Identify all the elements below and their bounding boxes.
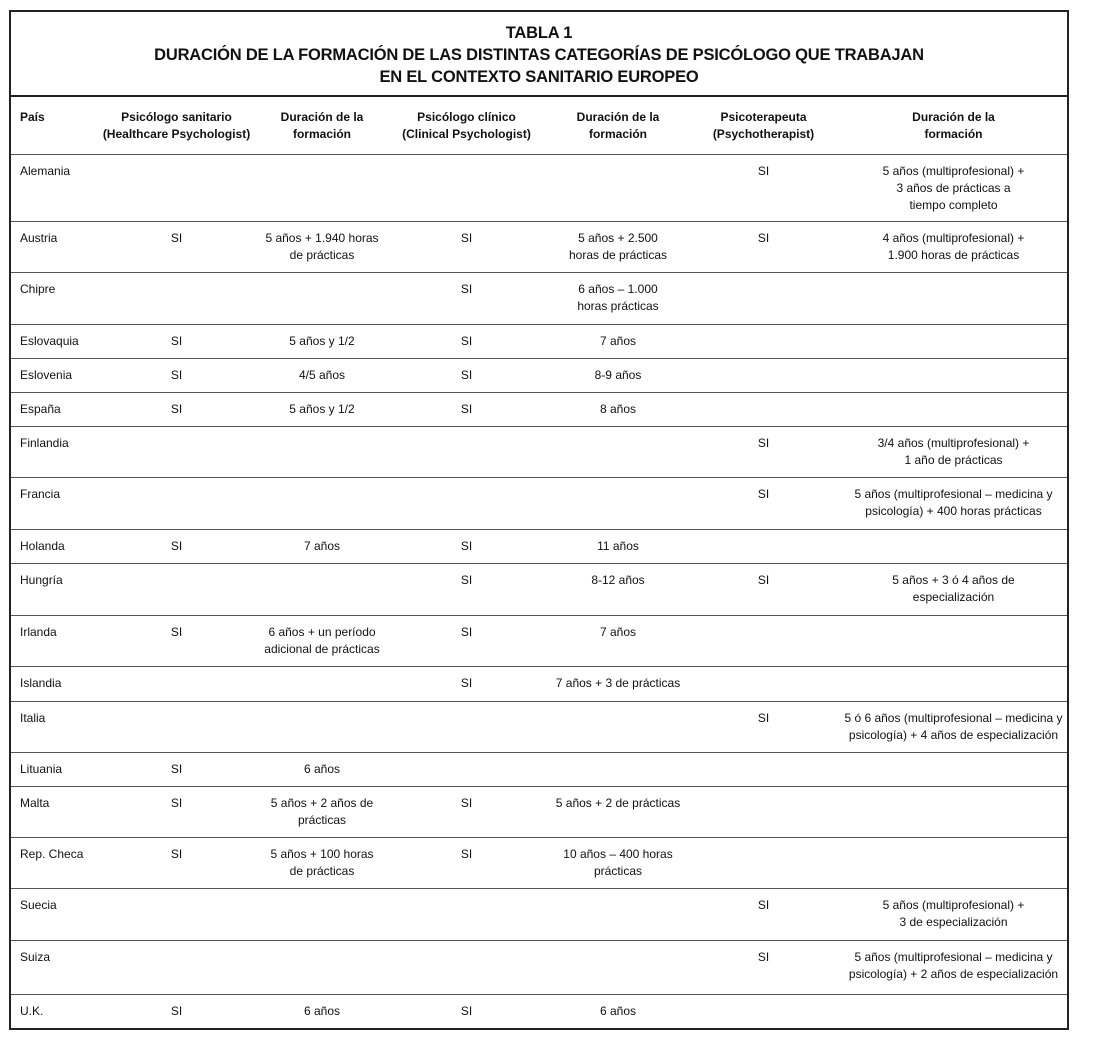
table-number: TABLA 1 [505,24,573,42]
cell-clinical-psychologist [384,272,549,324]
cell-text-line: SI [170,624,183,639]
cell-text-line: SI [170,538,183,553]
cell-text-line: SI [460,572,473,587]
header-text-line: formación [588,127,647,141]
cell-text-line: Austria [20,230,58,245]
cell-text-line: SI [460,333,473,348]
cell-text-line: Holanda [20,538,65,553]
cell-healthcare-psychologist [93,994,260,1024]
cell-healthcare-duration [260,154,384,221]
cell-text-line: SI [460,1003,473,1018]
cell-text-line: 5 años (multiprofesional – medicina y [854,949,1053,964]
table-row [11,392,1067,426]
header-text-line: (Psychotherapist) [712,127,815,141]
cell-country [11,666,93,701]
cell-text-line: SI [170,846,183,861]
cell-country [11,615,93,666]
cell-clinical-duration [549,940,687,994]
table-row [11,477,1067,529]
cell-text-line: Eslovaquia [20,333,79,348]
table-row [11,324,1067,358]
header-psychotherapist [687,97,840,154]
header-text-line: País [20,110,45,124]
cell-text-line: SI [170,761,183,776]
cell-text-line: 4 años (multiprofesional) + [882,230,1025,245]
cell-text-line: U.K. [20,1003,44,1018]
cell-text-line: 5 años (multiprofesional) + [882,897,1025,912]
cell-healthcare-psychologist [93,529,260,563]
cell-healthcare-duration [260,837,384,888]
cell-healthcare-duration [260,529,384,563]
cell-text-line: 5 años + 2 años de [270,795,374,810]
cell-healthcare-duration [260,888,384,940]
cell-text-line: 5 años + 100 horas [270,846,374,861]
cell-clinical-psychologist [384,477,549,529]
cell-clinical-duration [549,837,687,888]
cell-healthcare-duration [260,563,384,615]
header-text-line: (Clinical Psychologist) [402,127,531,141]
table-caption-line-1: DURACIÓN DE LA FORMACIÓN DE LAS DISTINTAS CATEGORÍAS DE PSICÓLOGO QUE TRABAJAN [154,46,924,64]
header-text-line: Psicólogo clínico [417,110,516,124]
cell-psychotherapist-duration [840,272,1067,324]
header-healthcare-duration [260,97,384,154]
cell-psychotherapist-duration [840,752,1067,786]
table-row [11,221,1067,272]
cell-clinical-duration [549,154,687,221]
cell-text-line: psicología) + 2 años de especialización [848,966,1059,981]
cell-clinical-duration [549,563,687,615]
cell-healthcare-psychologist [93,426,260,477]
cell-psychotherapist [687,666,840,701]
cell-text-line: 8-12 años [591,572,645,587]
cell-psychotherapist [687,837,840,888]
cell-psychotherapist-duration [840,477,1067,529]
cell-text-line: 1 año de prácticas [904,452,1003,467]
cell-text-line: España [20,401,61,416]
cell-healthcare-psychologist [93,272,260,324]
cell-text-line: SI [757,897,770,912]
cell-psychotherapist-duration [840,563,1067,615]
cell-text-line: 7 años + 3 de prácticas [555,675,681,690]
cell-healthcare-psychologist [93,940,260,994]
cell-text-line: Italia [20,710,46,725]
cell-country [11,221,93,272]
cell-psychotherapist [687,615,840,666]
cell-text-line: 6 años [303,761,341,776]
cell-clinical-psychologist [384,221,549,272]
cell-clinical-psychologist [384,563,549,615]
cell-healthcare-duration [260,940,384,994]
cell-text-line: 3/4 años (multiprofesional) + [877,435,1030,450]
cell-text-line: SI [757,949,770,964]
cell-text-line: 3 años de prácticas a [896,180,1011,195]
cell-psychotherapist [687,324,840,358]
cell-psychotherapist [687,358,840,392]
cell-clinical-psychologist [384,392,549,426]
cell-text-line: 5 años y 1/2 [289,401,355,416]
cell-text-line: SI [170,333,183,348]
cell-text-line: SI [170,230,183,245]
cell-text-line: SI [460,675,473,690]
cell-clinical-duration [549,324,687,358]
cell-country [11,563,93,615]
cell-text-line: Malta [20,795,50,810]
cell-healthcare-duration [260,221,384,272]
cell-clinical-psychologist [384,752,549,786]
cell-healthcare-duration [260,701,384,752]
cell-text-line: psicología) + 4 años de especialización [848,727,1059,742]
cell-text-line: SI [170,401,183,416]
cell-clinical-psychologist [384,786,549,837]
cell-psychotherapist [687,701,840,752]
cell-country [11,358,93,392]
cell-text-line: 6 años [599,1003,637,1018]
cell-text-line: 1.900 horas de prácticas [887,247,1020,262]
cell-text-line: SI [757,572,770,587]
cell-text-line: SI [170,795,183,810]
cell-text-line: SI [460,401,473,416]
cell-text-line: 5 ó 6 años (multiprofesional – medicina y [844,710,1063,725]
cell-text-line: SI [460,795,473,810]
cell-clinical-psychologist [384,701,549,752]
cell-text-line: Lituania [20,761,63,776]
table-row [11,786,1067,837]
cell-psychotherapist [687,221,840,272]
cell-clinical-duration [549,666,687,701]
header-text-line: Psicólogo sanitario [121,110,232,124]
cell-healthcare-duration [260,324,384,358]
cell-clinical-duration [549,392,687,426]
cell-psychotherapist-duration [840,221,1067,272]
cell-psychotherapist-duration [840,666,1067,701]
cell-text-line: 8 años [599,401,637,416]
cell-healthcare-duration [260,358,384,392]
cell-healthcare-psychologist [93,221,260,272]
cell-country [11,888,93,940]
cell-text-line: de prácticas [289,863,355,878]
cell-healthcare-psychologist [93,837,260,888]
cell-healthcare-duration [260,272,384,324]
cell-clinical-psychologist [384,994,549,1024]
cell-psychotherapist [687,563,840,615]
cell-text-line: 5 años (multiprofesional – medicina y [854,486,1053,501]
cell-text-line: Alemania [20,163,71,178]
cell-clinical-duration [549,888,687,940]
header-clinical-duration [549,97,687,154]
cell-text-line: 5 años + 2 de prácticas [555,795,681,810]
cell-text-line: SI [460,624,473,639]
header-text-line: Duración de la [912,110,995,124]
header-text-line: formación [292,127,351,141]
cell-text-line: SI [460,367,473,382]
cell-healthcare-duration [260,752,384,786]
cell-text-line: SI [170,1003,183,1018]
cell-country [11,752,93,786]
cell-text-line: prácticas [297,812,347,827]
cell-healthcare-psychologist [93,888,260,940]
cell-text-line: psicología) + 400 horas prácticas [865,503,1042,518]
cell-country [11,477,93,529]
cell-clinical-psychologist [384,940,549,994]
cell-clinical-duration [549,358,687,392]
cell-psychotherapist [687,154,840,221]
cell-psychotherapist-duration [840,529,1067,563]
header-clinical-psychologist [384,97,549,154]
table-row [11,529,1067,563]
cell-text-line: 5 años y 1/2 [289,333,355,348]
cell-text-line: 5 años + 3 ó 4 años de [892,572,1015,587]
cell-clinical-duration [549,426,687,477]
data-table [11,97,1067,1024]
cell-clinical-psychologist [384,426,549,477]
cell-text-line: SI [757,163,770,178]
cell-clinical-duration [549,786,687,837]
cell-clinical-duration [549,221,687,272]
cell-psychotherapist-duration [840,888,1067,940]
table-row [11,940,1067,994]
header-text-line: Duración de la [576,110,660,124]
cell-text-line: adicional de prácticas [264,641,380,656]
table-row [11,563,1067,615]
cell-text-line: 5 años (multiprofesional) + [882,163,1025,178]
cell-clinical-psychologist [384,358,549,392]
cell-clinical-psychologist [384,888,549,940]
header-healthcare-psychologist [93,97,260,154]
cell-healthcare-duration [260,666,384,701]
cell-healthcare-psychologist [93,752,260,786]
cell-text-line: prácticas [593,863,643,878]
cell-text-line: 5 años + 1.940 horas [265,230,379,245]
cell-text-line: 11 años [597,538,639,553]
header-text-line: Duración de la [280,110,364,124]
cell-text-line: SI [460,538,473,553]
cell-psychotherapist-duration [840,426,1067,477]
cell-psychotherapist-duration [840,392,1067,426]
cell-text-line: 3 de especialización [899,914,1008,929]
cell-clinical-psychologist [384,324,549,358]
table-caption-line-2: EN EL CONTEXTO SANITARIO EUROPEO [379,68,699,86]
cell-healthcare-psychologist [93,154,260,221]
cell-healthcare-duration [260,994,384,1024]
cell-healthcare-psychologist [93,324,260,358]
cell-psychotherapist [687,272,840,324]
cell-text-line: de prácticas [289,247,355,262]
table-row [11,426,1067,477]
cell-clinical-duration [549,529,687,563]
table-row [11,888,1067,940]
cell-healthcare-duration [260,426,384,477]
cell-healthcare-psychologist [93,786,260,837]
cell-healthcare-psychologist [93,563,260,615]
cell-clinical-psychologist [384,615,549,666]
cell-psychotherapist [687,392,840,426]
cell-text-line: SI [757,230,770,245]
cell-psychotherapist [687,529,840,563]
cell-text-line: SI [757,710,770,725]
cell-text-line: especialización [912,589,995,604]
cell-psychotherapist [687,477,840,529]
cell-psychotherapist-duration [840,615,1067,666]
cell-clinical-psychologist [384,666,549,701]
cell-text-line: 6 años + un período [268,624,376,639]
table-frame [9,10,1069,1030]
cell-psychotherapist-duration [840,358,1067,392]
cell-text-line: SI [460,846,473,861]
cell-psychotherapist-duration [840,324,1067,358]
cell-text-line: 6 años – 1.000 [578,281,658,296]
table-row [11,358,1067,392]
cell-text-line: horas de prácticas [568,247,668,262]
cell-healthcare-psychologist [93,392,260,426]
cell-text-line: 7 años [599,624,637,639]
cell-psychotherapist [687,786,840,837]
cell-psychotherapist-duration [840,786,1067,837]
cell-text-line: 4/5 años [298,367,346,382]
cell-text-line: Francia [20,486,61,501]
cell-healthcare-duration [260,392,384,426]
header-text-line: formación [924,127,983,141]
cell-psychotherapist-duration [840,994,1067,1024]
cell-healthcare-psychologist [93,358,260,392]
table-row [11,154,1067,221]
cell-text-line: SI [460,230,473,245]
cell-healthcare-duration [260,615,384,666]
cell-clinical-duration [549,477,687,529]
cell-psychotherapist [687,994,840,1024]
cell-country [11,426,93,477]
cell-text-line: 6 años [303,1003,341,1018]
cell-text-line: SI [757,486,770,501]
cell-text-line: Islandia [20,675,62,690]
table-row [11,994,1067,1024]
cell-healthcare-psychologist [93,477,260,529]
cell-clinical-duration [549,701,687,752]
cell-country [11,786,93,837]
cell-healthcare-psychologist [93,615,260,666]
cell-text-line: Suiza [20,949,51,964]
cell-psychotherapist [687,426,840,477]
cell-clinical-duration [549,994,687,1024]
table-row [11,752,1067,786]
cell-country [11,940,93,994]
cell-text-line: 7 años [303,538,341,553]
cell-clinical-psychologist [384,529,549,563]
header-text-line: (Healthcare Psychologist) [102,127,251,141]
cell-text-line: 7 años [599,333,637,348]
cell-text-line: Hungría [20,572,63,587]
cell-text-line: Rep. Checa [20,846,84,861]
cell-country [11,154,93,221]
table-row [11,615,1067,666]
cell-healthcare-duration [260,477,384,529]
cell-healthcare-duration [260,786,384,837]
header-country [11,97,93,154]
cell-text-line: horas prácticas [577,298,659,313]
cell-country [11,324,93,358]
cell-healthcare-psychologist [93,666,260,701]
cell-country [11,392,93,426]
cell-text-line: Irlanda [20,624,57,639]
header-row [11,97,1067,154]
cell-country [11,529,93,563]
cell-text-line: tiempo completo [909,197,998,212]
cell-clinical-duration [549,615,687,666]
cell-country [11,837,93,888]
cell-clinical-psychologist [384,154,549,221]
cell-text-line: 10 años – 400 horas [563,846,673,861]
cell-text-line: SI [170,367,183,382]
cell-clinical-duration [549,752,687,786]
cell-text-line: Finlandia [20,435,69,450]
cell-text-line: Chipre [20,281,56,296]
cell-text-line: SI [757,435,770,450]
cell-psychotherapist-duration [840,154,1067,221]
cell-psychotherapist [687,940,840,994]
cell-clinical-duration [549,272,687,324]
table-title [11,12,1067,97]
cell-text-line: 5 años + 2.500 [578,230,658,245]
cell-psychotherapist-duration [840,837,1067,888]
cell-psychotherapist [687,888,840,940]
cell-text-line: SI [460,281,473,296]
cell-psychotherapist [687,752,840,786]
table-row [11,666,1067,701]
cell-psychotherapist-duration [840,940,1067,994]
cell-country [11,272,93,324]
table-row [11,272,1067,324]
cell-healthcare-psychologist [93,701,260,752]
cell-country [11,701,93,752]
cell-psychotherapist-duration [840,701,1067,752]
table-row [11,837,1067,888]
header-psychotherapist-duration [840,97,1067,154]
cell-country [11,994,93,1024]
cell-text-line: Eslovenia [20,367,73,382]
cell-text-line: Suecia [20,897,57,912]
table-row [11,701,1067,752]
header-text-line: Psicoterapeuta [720,110,807,124]
cell-clinical-psychologist [384,837,549,888]
cell-text-line: 8-9 años [594,367,642,382]
